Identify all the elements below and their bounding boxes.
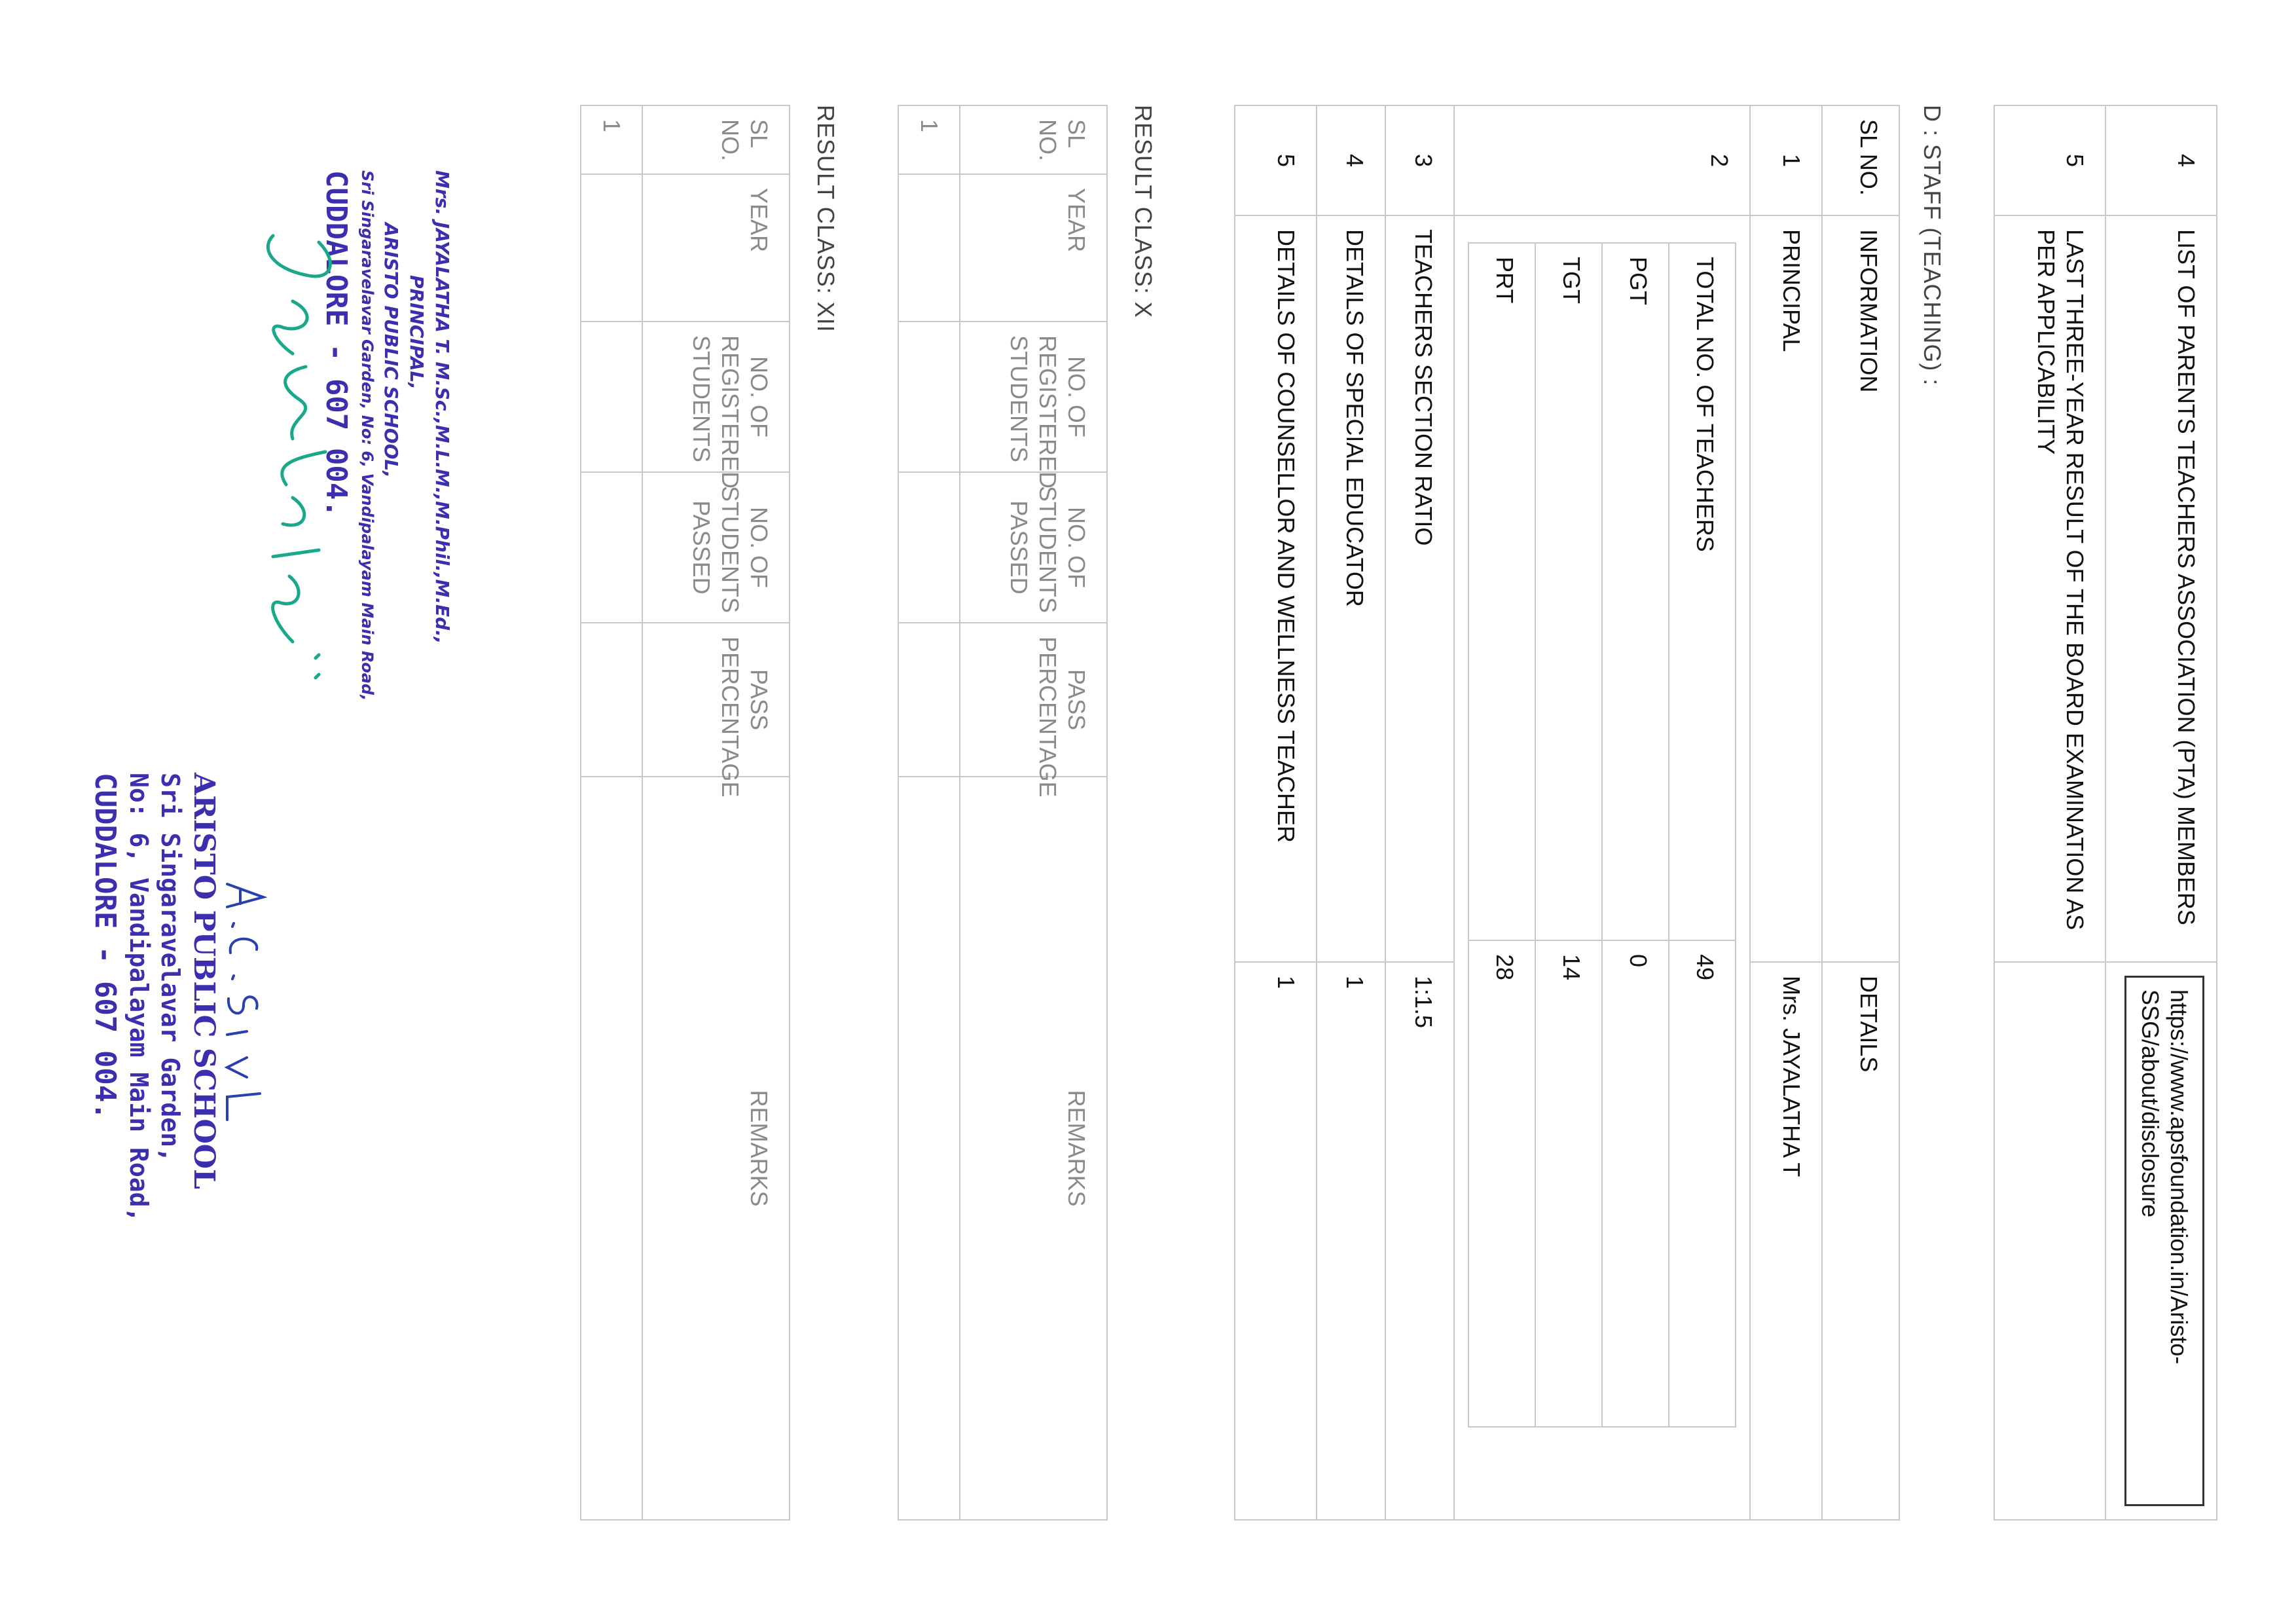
staff-heading: D : STAFF (TEACHING) :	[1919, 105, 1946, 386]
header-info: INFORMATION	[1822, 215, 1899, 962]
row-info: DETAILS OF SPECIAL EDUCATOR	[1317, 215, 1385, 962]
row-sl: 2	[1454, 105, 1750, 215]
col-remarks: REMARKS	[960, 777, 1107, 1520]
teachers-label: PGT	[1602, 243, 1669, 940]
table-row	[1750, 105, 1822, 1520]
row-details	[1994, 962, 2105, 1520]
teachers-row	[1602, 243, 1669, 1427]
table-header-row	[1822, 105, 1899, 1520]
row-details: Mrs. JAYALATHA T	[1750, 962, 1822, 1520]
stamp-school-name: ARISTO PUBLIC SCHOOL	[187, 773, 221, 1189]
row-details: 1:1.5	[1385, 962, 1454, 1520]
stamp-school-line2: No: 6, Vandipalayam Main Road,	[124, 773, 153, 1223]
staff-table	[1234, 105, 1900, 1521]
col-sl: SL NO.	[642, 105, 790, 174]
table-header-row	[642, 105, 790, 1520]
col-year: YEAR	[960, 174, 1107, 322]
stamp-school-line1: Sri Singaravelavar Garden,	[156, 773, 185, 1162]
teachers-row	[1535, 243, 1602, 1427]
row-sl: 4	[2105, 105, 2217, 215]
teachers-label: TOTAL NO. OF TEACHERS	[1669, 243, 1736, 940]
stamp-principal-city: CUDDALORE - 607 004.	[319, 170, 353, 517]
col-remarks: REMARKS	[642, 777, 790, 1520]
row-sl: 3	[1385, 105, 1454, 215]
result-x-caption: RESULT CLASS: X	[1130, 105, 1157, 318]
row-info: LAST THREE-YEAR RESULT OF THE BOARD EXAMINATION AS PER APPLICABILITY	[1994, 215, 2105, 962]
row-info: TEACHERS SECTION RATIO	[1385, 215, 1454, 962]
teachers-row	[1669, 243, 1736, 1427]
teachers-value: 28	[1468, 940, 1535, 1427]
teachers-label: PRT	[1468, 243, 1535, 940]
row-details: 1	[1317, 962, 1385, 1520]
col-registered: NO. OF REGISTERED STUDENTS	[960, 322, 1107, 472]
disclosure-table-top	[1994, 105, 2217, 1521]
right-signature	[214, 871, 273, 1133]
school-stamp	[88, 773, 221, 1428]
col-passed: NO. OF STUDENTS PASSED	[642, 472, 790, 623]
header-sl: SL NO.	[1822, 105, 1899, 215]
stamp-principal-role: PRINCIPAL,	[406, 275, 428, 390]
result-xii-table	[580, 105, 790, 1521]
table-header-row	[960, 105, 1107, 1520]
table-row	[2105, 105, 2217, 1520]
col-percentage: PASS PERCENTAGE	[960, 623, 1107, 777]
teachers-cell	[1454, 215, 1750, 1520]
col-passed: NO. OF STUDENTS PASSED	[960, 472, 1107, 623]
col-percentage: PASS PERCENTAGE	[642, 623, 790, 777]
stamp-principal-address: Sri Singaravelavar Garden, No: 6, Vandipalayam Main Road,	[358, 170, 376, 701]
col-year: YEAR	[642, 174, 790, 322]
result-x-table	[898, 105, 1108, 1521]
row-sl: 1	[581, 105, 642, 174]
row-details: 1	[1235, 962, 1317, 1520]
col-registered: NO. OF REGISTERED STUDENTS	[642, 322, 790, 472]
row-sl: 1	[898, 105, 960, 174]
signature-stroke-left	[268, 236, 330, 678]
row-sl: 1	[1750, 105, 1822, 215]
row-info: DETAILS OF COUNSELLOR AND WELLNESS TEACHER	[1235, 215, 1317, 962]
row-info: PRINCIPAL	[1750, 215, 1822, 962]
signature-stroke-right	[227, 884, 263, 1120]
teachers-value: 14	[1535, 940, 1602, 1427]
table-row	[1994, 105, 2105, 1520]
row-sl: 4	[1317, 105, 1385, 215]
row-sl: 5	[1235, 105, 1317, 215]
table-row	[1317, 105, 1385, 1520]
stamp-school-city: CUDDALORE - 607 004.	[88, 773, 122, 1120]
header-details: DETAILS	[1822, 962, 1899, 1520]
table-row	[898, 105, 960, 1520]
row-info: LIST OF PARENTS TEACHERS ASSOCIATION (PTA) MEMBERS	[2105, 215, 2217, 962]
result-xii-caption: RESULT CLASS: XII	[812, 105, 839, 333]
teachers-row	[1468, 243, 1535, 1427]
teachers-value: 49	[1669, 940, 1736, 1427]
pta-link[interactable]: https://www.apsfoundation.in/Aristo-SSG/about/disclosure	[2124, 976, 2204, 1506]
principal-signature	[234, 223, 345, 694]
table-row	[581, 105, 642, 1520]
table-row	[1385, 105, 1454, 1520]
teachers-inner-table	[1468, 242, 1736, 1428]
table-row	[1235, 105, 1317, 1520]
row-sl: 5	[1994, 105, 2105, 215]
stamp-principal-school: ARISTO PUBLIC SCHOOL,	[380, 223, 402, 478]
table-row	[1454, 105, 1750, 1520]
row-details	[2105, 962, 2217, 1520]
teachers-value: 0	[1602, 940, 1669, 1427]
stamp-principal-name: Mrs. JAYALATHA T. M.Sc.,M.L.M.,M.Phil.,M.Ed.,	[431, 170, 453, 644]
teachers-label: TGT	[1535, 243, 1602, 940]
col-sl: SL NO.	[960, 105, 1107, 174]
